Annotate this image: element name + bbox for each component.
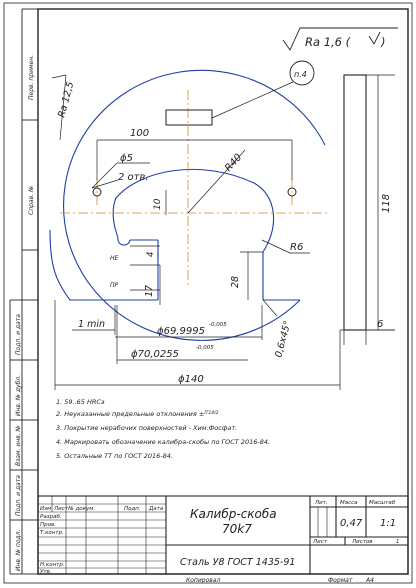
footer-copied: Копировал bbox=[186, 577, 221, 584]
dim-1min: 1 min bbox=[78, 319, 105, 330]
dim-70: ϕ70,0255 bbox=[131, 349, 179, 360]
dim-roughness-local: Ra 12,5 bbox=[56, 80, 77, 119]
dim-69-tol: -0,005 bbox=[209, 322, 227, 328]
col-mass: Масса bbox=[340, 500, 358, 506]
role-developer: Разраб. bbox=[40, 514, 62, 520]
dim-6: 6 bbox=[377, 319, 384, 330]
dim-10: 10 bbox=[153, 198, 163, 210]
sheet-label: Лист bbox=[313, 539, 327, 545]
dimension-text bbox=[56, 81, 392, 385]
role-norm-control: Н.контр. bbox=[40, 562, 65, 568]
mass-value: 0,47 bbox=[340, 518, 363, 529]
title-name: Калибр-скоба bbox=[190, 507, 277, 521]
label-ne: НЕ bbox=[110, 255, 119, 262]
header-list: Лист bbox=[54, 506, 68, 512]
note-4: 4. Маркировать обозначение калибра-скобы по ГОСТ 2016-84. bbox=[56, 438, 271, 446]
title-material: Сталь У8 ГОСТ 1435-91 bbox=[180, 557, 296, 568]
dim-hole-dia: ϕ5 bbox=[120, 153, 133, 164]
sheets-count: 1 bbox=[396, 539, 400, 545]
side-label-first-use: Перв. примен. bbox=[28, 54, 35, 100]
dim-28: 28 bbox=[230, 275, 241, 288]
dim-70-tol: -0,005 bbox=[196, 345, 214, 351]
marking-area bbox=[166, 110, 212, 125]
side-label-sign-date-2: Подп. и дата bbox=[15, 475, 22, 516]
roughness-general-close: ) bbox=[381, 35, 386, 49]
title-fit: 70k7 bbox=[222, 522, 252, 536]
note-3: 3. Покрытие нерабочих поверхностей - Хим.Фосфат. bbox=[56, 424, 238, 432]
scale-value: 1:1 bbox=[380, 518, 397, 529]
col-lit: Лит. bbox=[315, 500, 328, 506]
note-1: 1. 59..65 HRCэ bbox=[56, 398, 105, 406]
col-scale: Масштаб bbox=[369, 500, 396, 506]
dim-100: 100 bbox=[130, 128, 150, 139]
sheets-label: Листов bbox=[352, 539, 373, 545]
dim-17: 17 bbox=[144, 284, 155, 297]
inner-frame bbox=[38, 9, 408, 574]
note-2: 2. Неуказанные предельные отклонения ±$^{IT14/2}$ bbox=[56, 410, 219, 418]
footer-format-label: Формат bbox=[328, 577, 353, 584]
side-label-ref-no: Справ. № bbox=[28, 185, 35, 215]
side-label-orig-inv: Инв. № подл. bbox=[15, 529, 22, 571]
side-labels bbox=[15, 55, 35, 571]
dim-r6: R6 bbox=[290, 242, 304, 253]
footer-format: А4 bbox=[366, 577, 374, 584]
role-tech-control: Т.контр. bbox=[40, 530, 64, 536]
roughness-general-text: Ra 1,6 ( bbox=[305, 35, 351, 49]
dim-chamfer: 0,6x45° bbox=[273, 319, 294, 359]
label-pr: ПР bbox=[110, 282, 119, 289]
side-label-sign-date-1: Подп. и дата bbox=[15, 314, 22, 355]
header-doc-no: № докум. bbox=[68, 506, 96, 512]
part-outline bbox=[50, 70, 325, 340]
dim-69: ϕ69,9995 bbox=[157, 326, 205, 337]
role-approved: Утв. bbox=[40, 569, 52, 575]
role-checked: Пров. bbox=[40, 522, 56, 528]
note-5: 5. Остальные ТТ по ГОСТ 2016-84. bbox=[56, 452, 173, 460]
dimension-lines bbox=[52, 75, 395, 390]
side-label-replace-inv: Взам. инв. № bbox=[15, 425, 22, 466]
marker-text: п.4 bbox=[294, 70, 307, 79]
dim-118: 118 bbox=[381, 193, 392, 213]
dim-140: ϕ140 bbox=[178, 374, 204, 385]
center-lines bbox=[60, 90, 330, 285]
header-izm: Изм bbox=[40, 506, 52, 512]
technical-notes bbox=[56, 398, 270, 460]
header-date: Дата bbox=[149, 506, 164, 512]
general-roughness-mark bbox=[283, 28, 398, 50]
header-sign: Подп. bbox=[124, 506, 141, 512]
dim-hole-count: 2 отв. bbox=[118, 172, 149, 183]
dim-4: 4 bbox=[146, 251, 156, 257]
dim-r40: R40 bbox=[223, 152, 245, 175]
side-label-dup-inv: Инв. № дубл. bbox=[15, 374, 22, 416]
